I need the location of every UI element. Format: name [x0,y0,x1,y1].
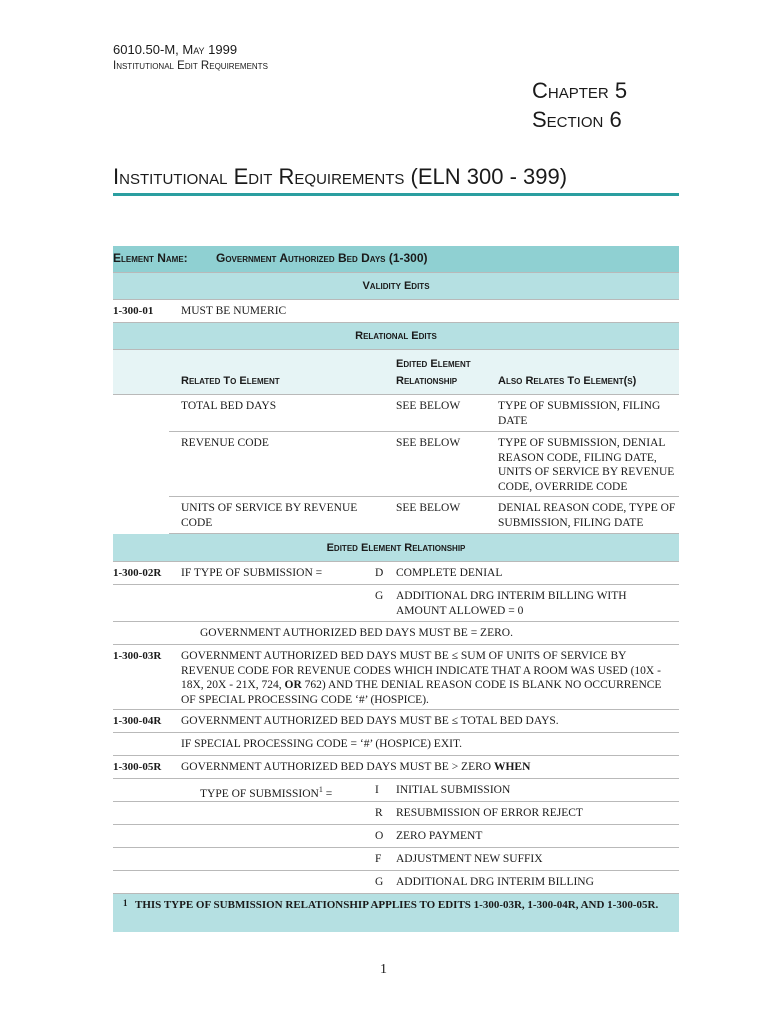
element-name-label: Element Name: [113,251,188,265]
eer-label: Edited Element Relationship [326,542,466,554]
edit-04-row [113,710,679,733]
page-title: Institutional Edit Requirements (ELN 300 - 399) [113,164,568,189]
option-key: G [375,590,384,602]
edit-04-note-row [113,733,679,756]
edit-code: 1-300-05R [113,761,162,773]
title-rule [113,193,679,196]
also-relates: TYPE OF SUBMISSION, FILING DATE [498,400,661,427]
edit-text-or: OR [284,679,302,691]
edit-02-row [113,562,679,585]
section-label: Section 6 [532,107,622,132]
option-value: COMPLETE DENIAL [396,567,503,579]
option-key: I [375,784,379,796]
relational-edits-heading [113,323,679,350]
edit-requirements-table [113,246,679,932]
option-key: F [375,853,382,865]
relationship: SEE BELOW [396,502,461,514]
edit-code: 1-300-01 [113,305,154,317]
option-value: ADDITIONAL DRG INTERIM BILLING [396,876,594,888]
also-relates: DENIAL REASON CODE, TYPE OF SUBMISSION, FILING DATE [498,502,676,529]
edit-05-option-row [113,825,679,848]
option-value: ZERO PAYMENT [396,830,483,842]
edit-text-when: WHEN [493,761,531,773]
related-element: TOTAL BED DAYS [181,400,277,412]
edit-code: 1-300-04R [113,715,162,727]
option-key: D [375,567,384,579]
column-related-to: Related To Element [181,375,280,387]
column-also-relates: Also Relates To Element(s) [498,375,637,387]
edit-text-part-b: 762) AND THE DENIAL REASON CODE IS BLANK NO OCCURRENCE OF SPECIAL PROCESSING CODE ‘#’ (HOSPICE). [181,679,662,706]
chapter-label: Chapter 5 [532,78,628,103]
edit-05-option-row [113,802,679,825]
eer-heading [113,534,679,562]
condition-text: TYPE OF SUBMISSION [200,787,319,800]
element-name-row [113,246,679,273]
chapter-section-block [532,76,627,134]
option-value: ADDITIONAL DRG INTERIM BILLING WITH AMOUNT ALLOWED = 0 [396,590,627,617]
edit-05-option-row [113,871,679,894]
footnote-text: THIS TYPE OF SUBMISSION RELATIONSHIP APPLIES TO EDITS 1-300-03R, 1-300-04R, AND 1-300-05R. [135,899,659,911]
related-element: UNITS OF SERVICE BY REVENUE CODE [181,502,358,529]
edit-text: MUST BE NUMERIC [181,305,287,317]
relational-row [169,497,679,534]
condition [200,783,332,801]
validity-edits-label: Validity Edits [362,280,430,292]
also-relates: TYPE OF SUBMISSION, DENIAL REASON CODE, FILING DATE, UNITS OF SERVICE BY REVENUE CODE, OVERRIDE CODE [498,437,675,493]
condition-eq: = [322,787,333,800]
edit-result: GOVERNMENT AUTHORIZED BED DAYS MUST BE = ZERO. [200,627,513,639]
relationship: SEE BELOW [396,437,461,449]
column-edited-line2: Relationship [396,375,458,387]
option-value: ADJUSTMENT NEW SUFFIX [396,853,543,865]
option-key: O [375,830,384,842]
edit-note: IF SPECIAL PROCESSING CODE = ‘#’ (HOSPICE) EXIT. [181,738,463,750]
edit-03-row [113,645,679,710]
edit-02-option-row [113,585,679,622]
relational-column-headers [113,350,679,395]
edit-text-main: GOVERNMENT AUTHORIZED BED DAYS MUST BE > ZERO [181,761,494,773]
relational-edits-label: Relational Edits [355,330,437,342]
edit-text [181,760,530,775]
footnote-ref: 1 [318,785,323,794]
footnote-mark: 1 [123,898,128,908]
condition: IF TYPE OF SUBMISSION = [181,567,323,579]
related-element: REVENUE CODE [181,437,269,449]
edit-text: GOVERNMENT AUTHORIZED BED DAYS MUST BE ≤ TOTAL BED DAYS. [181,715,559,727]
document-id: 6010.50-M, May 1999 [113,42,238,57]
edit-code: 1-300-03R [113,650,162,662]
option-value: RESUBMISSION OF ERROR REJECT [396,807,583,819]
page-number: 1 [380,962,387,977]
option-value: INITIAL SUBMISSION [396,784,511,796]
edit-text-part-a: GOVERNMENT AUTHORIZED BED DAYS MUST BE ≤ SUM OF UNITS OF SERVICE BY REVENUE CODE FOR REVENUE CODES WHICH INDICATE THAT A ROOM WAS USED (10X - 18X, 20X - 21X, 724, [181,650,661,691]
validity-row [113,300,679,323]
relational-row [169,395,679,432]
column-edited-line1: Edited Element [396,358,471,370]
option-key: R [375,807,383,819]
validity-edits-heading [113,273,679,300]
edit-05-option-row [113,848,679,871]
footnote-row [113,894,679,932]
relational-row [169,432,679,497]
edit-text [181,649,679,707]
edit-code: 1-300-02R [113,567,162,579]
edit-02-result-row [113,622,679,645]
edit-05-option-row [113,779,679,802]
relationship: SEE BELOW [396,400,461,412]
running-title: Institutional Edit Requirements [113,60,268,72]
option-key: G [375,876,384,888]
edit-05-row [113,756,679,779]
element-name-value: Government Authorized Bed Days (1-300) [216,251,428,265]
